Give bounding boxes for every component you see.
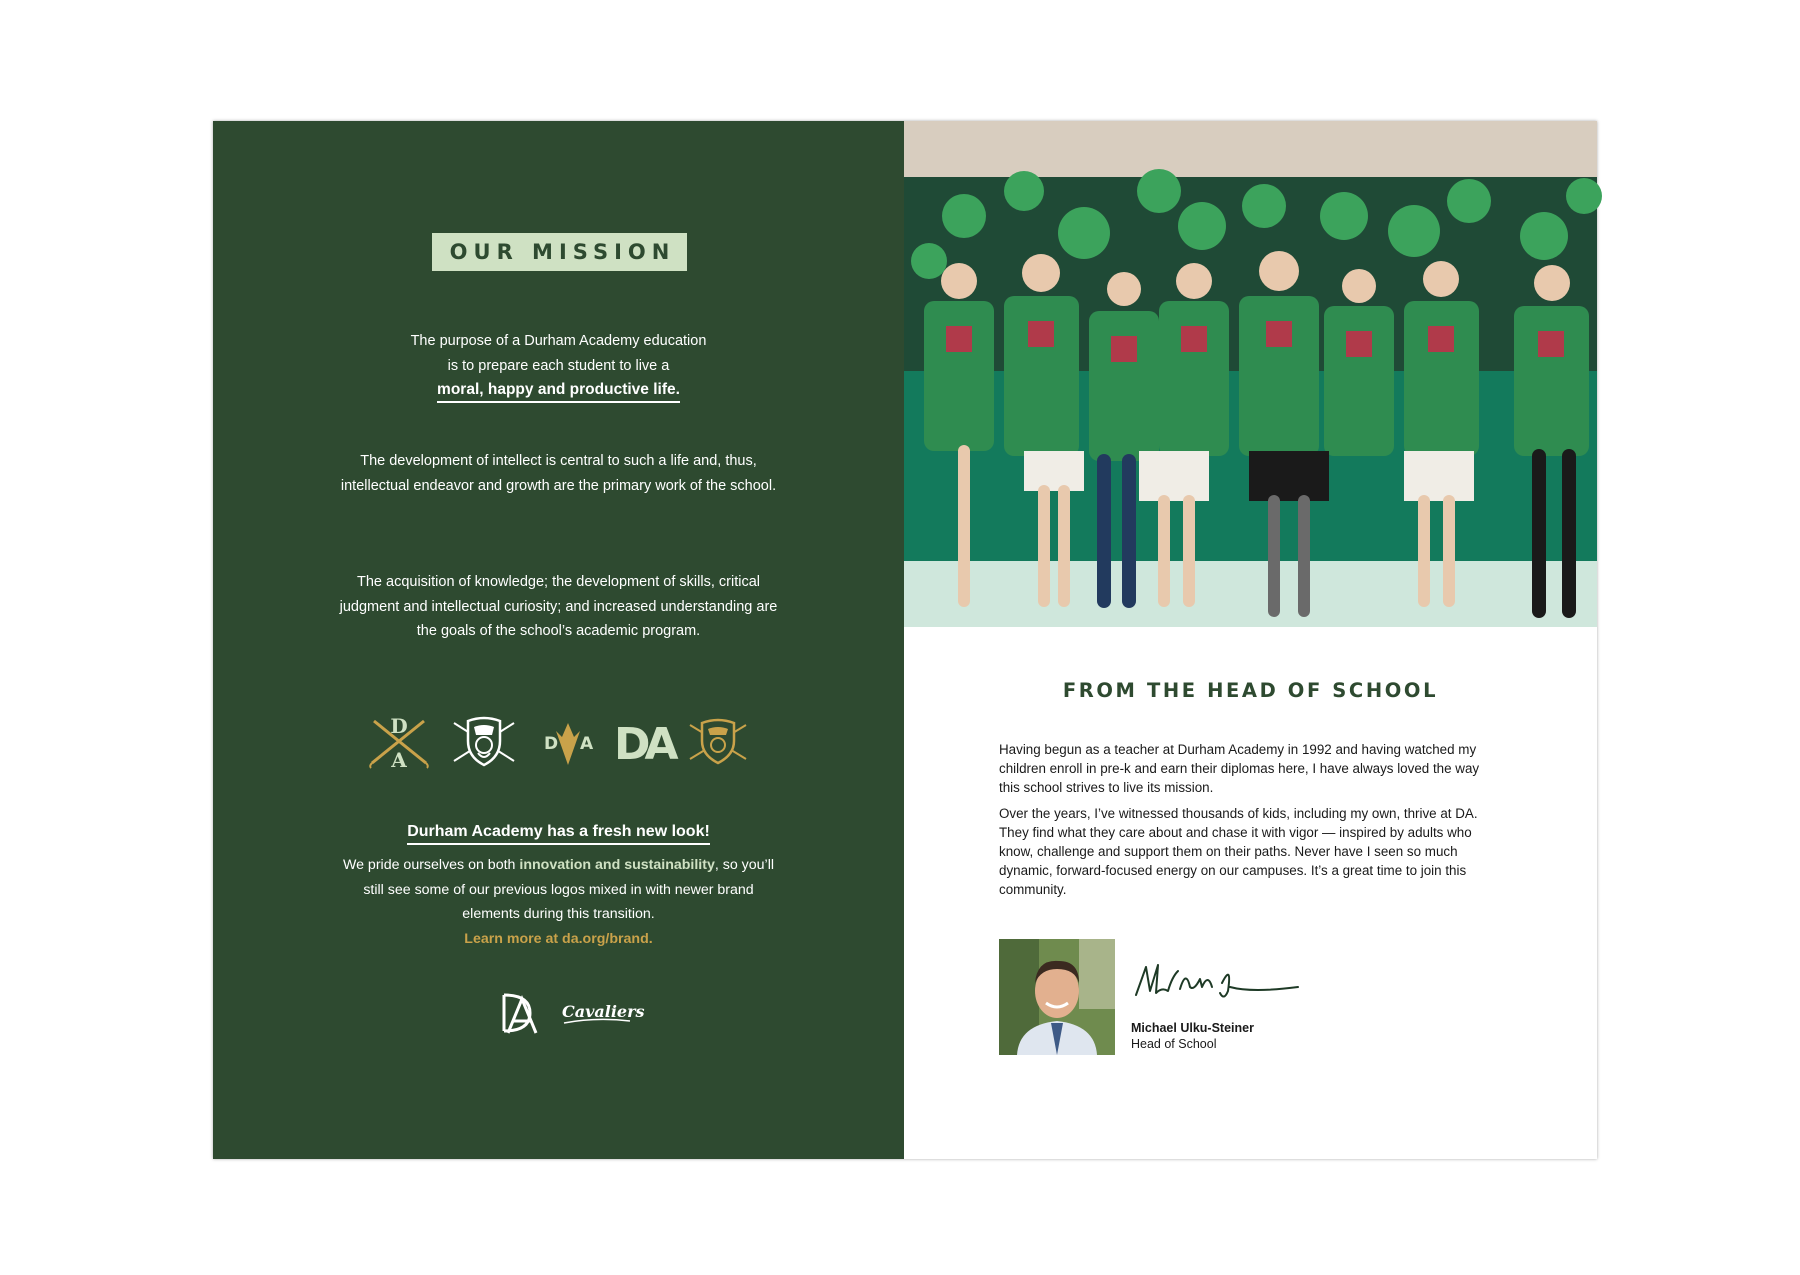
letter-paragraph-2: Over the years, I’ve witnessed thousands of kids, including my own, thrive at DA. They find what they care about and chase it with vigor — inspired by adults who know, challenge and support them on their paths. Never have I seen so much dynamic, forward-focused energy on our campuses. It’s a great time to join this community.: [999, 805, 1478, 898]
mission-line-1: The purpose of a Durham Academy education: [410, 333, 707, 349]
fresh-look-title: Durham Academy has a fresh new look!: [407, 821, 710, 845]
head-portrait-photo: [999, 939, 1115, 1055]
svg-text:DA: DA: [614, 719, 673, 770]
flame-da-logo: [538, 713, 598, 769]
mission-badge: OUR MISSION: [432, 233, 687, 271]
mission-paragraph-1: [333, 329, 784, 403]
svg-text:A: A: [391, 748, 407, 772]
cavalier-crest-gold-icon: [686, 713, 750, 769]
mission-page: [213, 121, 904, 1159]
cavalier-crest-white-icon: [450, 713, 518, 769]
signatory-role: Head of School: [1131, 1037, 1217, 1051]
brochure-spread: [213, 121, 1597, 1159]
signature-image: [1132, 957, 1302, 1007]
cheer-photo-illustration: [904, 121, 1597, 627]
mission-line-2: is to prepare each student to live a: [447, 357, 670, 374]
signatory: [1131, 1020, 1254, 1052]
head-of-school-page: [904, 121, 1597, 1159]
fresh-look-text-start: We pride ourselves on both: [342, 857, 520, 873]
cavaliers-script-logo: [560, 997, 645, 1029]
bottom-logos: [498, 991, 645, 1039]
mission-paragraph-3: The acquisition of knowledge; the development of skills, critical judgment and intellectual curiosity; and increased understanding are the goals of the school’s academic program.: [339, 574, 778, 639]
fresh-look-highlight: innovation and sustainability: [519, 857, 715, 873]
mission-emphasis: moral, happy and productive life.: [437, 380, 680, 403]
portrait-illustration: [999, 939, 1115, 1055]
head-of-school-letter: [999, 740, 1489, 906]
svg-text:D: D: [544, 734, 559, 754]
da-monogram-logo: [614, 713, 672, 769]
logo-row: [368, 713, 748, 773]
letter-paragraph-1: Having begun as a teacher at Durham Academy in 1992 and having watched my children enroll in pre-k and earn their diplomas here, I have always loved the way this school strives to live its mission.: [999, 742, 1480, 796]
fresh-look-body: [333, 853, 784, 951]
da-serif-monogram-logo: [498, 991, 540, 1037]
crossed-swords-da-logo: [368, 713, 430, 772]
signatory-name: Michael Ulku-Steiner: [1131, 1021, 1254, 1035]
head-of-school-title: FROM THE HEAD OF SCHOOL: [1062, 679, 1439, 702]
cheerleaders-photo: [904, 121, 1597, 627]
svg-text:A: A: [580, 734, 594, 754]
brand-link[interactable]: Learn more at da.org/brand.: [464, 930, 653, 947]
fresh-look-text-end: , so you’ll still see some of our previous logos mixed in with newer brand elements during this transition.: [363, 857, 775, 922]
svg-text:D: D: [390, 714, 408, 738]
svg-text:Cavaliers: Cavaliers: [562, 1002, 645, 1021]
fresh-look-heading: [213, 821, 904, 845]
mission-paragraph-2: The development of intellect is central to such a life and, thus, intellectual endeavor and growth are the primary work of the school.: [340, 453, 777, 494]
